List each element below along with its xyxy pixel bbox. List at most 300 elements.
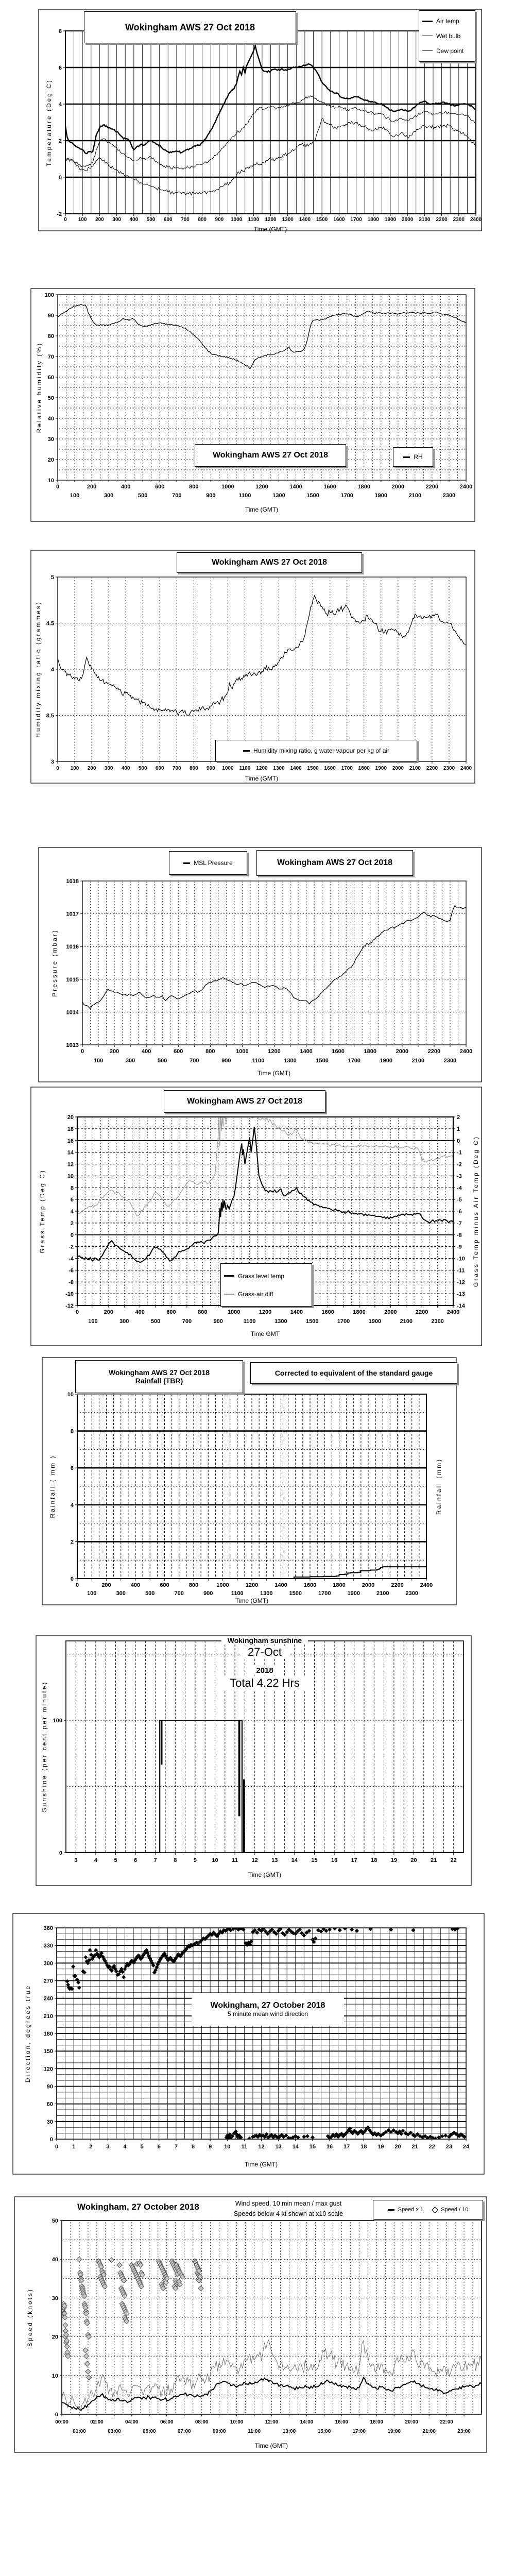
x-axis-label: Time (GMT) [245,506,279,513]
svg-text:20: 20 [394,2144,401,2150]
x-axis-label: Time (GMT) [244,2161,278,2168]
legend-box [373,2200,483,2219]
svg-text:2300: 2300 [442,493,456,499]
svg-text:18: 18 [360,2144,367,2150]
svg-text:2100: 2100 [400,1318,413,1325]
svg-text:0: 0 [64,217,67,223]
svg-text:1100: 1100 [243,1318,256,1325]
svg-text:1000: 1000 [227,1309,241,1315]
svg-text:-9: -9 [457,1244,462,1250]
svg-text:22: 22 [428,2144,435,2150]
svg-text:16: 16 [67,1138,74,1144]
svg-text:2000: 2000 [391,484,405,490]
svg-text:1800: 1800 [364,1048,376,1055]
svg-text:1300: 1300 [282,217,294,223]
svg-text:900: 900 [215,217,224,223]
svg-text:16:00: 16:00 [335,2419,349,2425]
svg-text:3: 3 [50,759,54,765]
svg-text:1600: 1600 [323,484,336,490]
svg-text:2400: 2400 [459,484,473,490]
svg-text:16: 16 [326,2144,333,2150]
svg-text:1700: 1700 [348,1058,360,1064]
svg-text:90: 90 [47,313,54,319]
svg-text:15: 15 [311,1857,318,1863]
svg-text:2400: 2400 [460,766,472,771]
line-sample-icon [183,862,190,864]
svg-text:500: 500 [138,766,147,771]
svg-text:300: 300 [104,493,114,499]
title-box: Wokingham, 27 October 2018 5 minute mean wind direction [192,1993,344,2026]
line-sample-icon [388,2209,394,2211]
svg-text:1600: 1600 [333,217,345,223]
svg-text:0: 0 [75,1309,79,1315]
chart-wind-direction [0,1910,515,2175]
svg-text:100: 100 [93,1058,104,1064]
svg-text:23:00: 23:00 [457,2429,471,2434]
svg-text:1500: 1500 [306,493,319,499]
svg-text:120: 120 [43,2066,53,2073]
svg-text:18:00: 18:00 [370,2419,384,2425]
title-box: Wokingham AWS 27 Oct 2018 [177,552,362,573]
svg-text:700: 700 [172,493,182,499]
chart-msl-pressure [0,846,515,1084]
line-sample-icon [224,1275,234,1277]
chart-rainfall [0,1356,515,1606]
svg-text:14:00: 14:00 [300,2419,314,2425]
svg-text:-10: -10 [457,1256,465,1262]
x-axis-label: Time (GMT) [245,775,279,782]
svg-text:60: 60 [46,2101,53,2108]
svg-text:-13: -13 [457,1291,465,1298]
svg-text:400: 400 [130,1582,141,1588]
y-axis-right-label: Rainfall (mm) [435,1458,442,1515]
svg-text:100: 100 [78,217,87,223]
msl-pressure-plot [0,846,515,1084]
svg-text:300: 300 [112,217,121,223]
y-axis-label: Pressure (mbar) [51,929,58,997]
svg-text:6: 6 [134,1857,138,1863]
svg-text:8: 8 [58,28,62,35]
legend-box [169,851,247,875]
svg-text:20: 20 [410,1857,417,1863]
svg-text:1100: 1100 [252,1058,265,1064]
svg-text:0: 0 [75,1582,79,1588]
chart-humidity-mixing-ratio [0,548,515,786]
svg-text:1200: 1200 [259,1309,272,1315]
wind-direction-plot [0,1910,515,2175]
legend-box [215,740,417,761]
svg-text:1300: 1300 [284,1058,297,1064]
svg-text:4: 4 [70,1502,74,1509]
svg-text:700: 700 [182,1318,192,1325]
svg-text:17:00: 17:00 [352,2429,366,2434]
x-axis-label: Time (GMT) [248,1871,282,1878]
svg-text:17: 17 [351,1857,357,1863]
svg-text:300: 300 [119,1318,129,1325]
y-axis-label: Grass Temp (Deg C) [39,1169,46,1253]
svg-text:1600: 1600 [332,1048,345,1055]
svg-text:2200: 2200 [425,484,439,490]
svg-text:900: 900 [203,1590,213,1597]
svg-text:16: 16 [331,1857,338,1863]
svg-text:50: 50 [52,2218,58,2224]
svg-text:600: 600 [166,1309,176,1315]
x-axis-label: Time (GMT) [235,1597,269,1604]
svg-text:1700: 1700 [350,217,362,223]
svg-text:-7: -7 [457,1220,462,1227]
svg-text:330: 330 [43,1943,53,1950]
svg-text:1016: 1016 [66,944,79,951]
svg-text:11:00: 11:00 [248,2429,261,2434]
svg-text:2200: 2200 [391,1582,404,1588]
svg-text:0: 0 [70,1576,74,1582]
svg-text:18: 18 [67,1126,74,1132]
svg-text:1400: 1400 [289,484,302,490]
svg-text:100: 100 [53,1718,62,1724]
svg-text:-3: -3 [457,1173,462,1180]
svg-text:1014: 1014 [66,1009,79,1016]
svg-text:1200: 1200 [245,1582,259,1588]
svg-text:1600: 1600 [321,1309,334,1315]
svg-text:1300: 1300 [273,766,285,771]
svg-text:6: 6 [157,2144,161,2150]
svg-text:300: 300 [125,1058,135,1064]
svg-text:1: 1 [72,2144,76,2150]
svg-text:600: 600 [160,1582,169,1588]
legend-item: Grass level temp [224,1273,284,1280]
svg-text:05:00: 05:00 [143,2429,156,2434]
svg-text:13: 13 [271,1857,278,1863]
svg-text:500: 500 [145,1590,155,1597]
svg-text:15: 15 [309,2144,316,2150]
y-axis-label: Sunshine (per cent per minute) [41,1681,48,1812]
svg-text:100: 100 [44,292,54,298]
svg-text:8: 8 [174,1857,177,1863]
svg-text:11: 11 [232,1857,238,1863]
note-line-1: Wind speed, 10 min mean / max gust [235,2200,342,2207]
y-axis-label: Temperature (Deg C) [45,79,53,166]
chart-wind-speed [0,2182,515,2454]
svg-text:10: 10 [47,478,54,484]
svg-text:1400: 1400 [300,1048,313,1055]
svg-text:2400: 2400 [420,1582,433,1588]
svg-text:21: 21 [430,1857,437,1863]
svg-text:12:00: 12:00 [265,2419,279,2425]
svg-text:1500: 1500 [307,766,319,771]
svg-text:0: 0 [457,1138,460,1144]
svg-text:60: 60 [47,375,54,381]
svg-text:-12: -12 [457,1279,465,1286]
svg-text:11: 11 [241,2144,248,2150]
diamond-sample-icon [432,2207,438,2213]
legend-item: Humidity mixing ratio, g water vapour per kg of air [243,747,389,754]
svg-text:6: 6 [70,1465,74,1472]
svg-text:200: 200 [95,217,104,223]
svg-text:500: 500 [158,1058,167,1064]
y-axis-label: Relative humidity (%) [36,342,43,433]
svg-text:09:00: 09:00 [212,2429,226,2434]
svg-text:20: 20 [47,457,54,463]
svg-text:1000: 1000 [222,766,234,771]
svg-text:-2: -2 [457,1161,462,1168]
line-sample-icon [243,750,250,752]
svg-text:1000: 1000 [216,1582,229,1588]
svg-text:1900: 1900 [374,493,388,499]
svg-text:200: 200 [87,484,97,490]
svg-text:10: 10 [67,1173,74,1180]
svg-text:2200: 2200 [427,1048,441,1055]
y-axis-label: Humidity mixing ratio (grammes) [35,601,42,738]
svg-text:2300: 2300 [405,1590,418,1597]
svg-text:-8: -8 [68,1279,74,1286]
relative-humidity-plot [0,286,515,527]
svg-text:50: 50 [47,395,54,401]
svg-text:2: 2 [70,1220,74,1227]
svg-text:2300: 2300 [453,217,465,223]
svg-text:-6: -6 [457,1209,462,1215]
svg-text:1900: 1900 [375,766,387,771]
svg-text:15:00: 15:00 [317,2429,331,2434]
svg-text:100: 100 [70,493,80,499]
svg-text:1500: 1500 [289,1590,302,1597]
svg-text:2100: 2100 [411,1058,425,1064]
chart-title: Wokingham AWS 27 Oct 2018 [125,22,255,32]
svg-text:40: 40 [52,2257,58,2263]
svg-text:12: 12 [251,1857,258,1863]
svg-text:1000: 1000 [221,484,234,490]
svg-text:400: 400 [129,217,139,223]
title-box: Wokingham AWS 27 Oct 2018 [164,1090,325,1113]
svg-text:900: 900 [206,493,216,499]
svg-text:0: 0 [49,2137,53,2143]
title-box: Wokingham AWS 27 Oct 2018 [256,850,413,876]
svg-text:1800: 1800 [367,217,379,223]
svg-text:17: 17 [344,2144,350,2150]
svg-text:1800: 1800 [357,484,370,490]
svg-text:-4: -4 [457,1185,462,1192]
svg-text:2200: 2200 [426,766,438,771]
svg-text:0: 0 [80,1048,84,1055]
svg-text:08:00: 08:00 [195,2419,209,2425]
title-box: Wokingham AWS 27 Oct 2018 Rainfall (TBR) [75,1360,243,1393]
legend-box [220,1263,312,1307]
svg-text:200: 200 [109,1048,119,1055]
svg-text:1600: 1600 [324,766,336,771]
svg-text:10: 10 [212,1857,218,1863]
svg-text:19: 19 [377,2144,384,2150]
line-sample-icon [422,21,433,22]
svg-text:-2: -2 [57,211,62,217]
sunshine-date: 27-Oct [241,1646,289,1659]
svg-text:900: 900 [213,1318,223,1325]
svg-text:800: 800 [189,766,198,771]
svg-text:23: 23 [445,2144,452,2150]
svg-text:12: 12 [258,2144,265,2150]
svg-text:100: 100 [88,1318,98,1325]
svg-text:8: 8 [191,2144,195,2150]
svg-text:3: 3 [74,1857,78,1863]
svg-text:5: 5 [140,2144,144,2150]
svg-text:1200: 1200 [255,484,268,490]
svg-text:270: 270 [43,1978,53,1985]
sunshine-total: Total 4.22 Hrs [222,1676,307,1690]
svg-text:700: 700 [181,217,190,223]
svg-text:-2: -2 [68,1244,74,1250]
svg-text:0: 0 [56,766,59,771]
svg-text:01:00: 01:00 [73,2429,86,2434]
svg-text:4: 4 [70,1209,74,1215]
svg-text:1018: 1018 [66,878,79,885]
svg-text:-14: -14 [457,1303,465,1309]
svg-text:1700: 1700 [337,1318,350,1325]
legend-item: Speed / 10 [433,2207,468,2213]
svg-text:240: 240 [43,1995,53,2002]
legend-box [419,10,475,62]
svg-text:1500: 1500 [316,217,328,223]
svg-text:1800: 1800 [333,1582,346,1588]
svg-text:2000: 2000 [396,1048,409,1055]
svg-text:180: 180 [43,2031,53,2037]
svg-text:10: 10 [67,1392,74,1398]
svg-text:07:00: 07:00 [177,2429,191,2434]
svg-text:4: 4 [58,101,62,108]
svg-text:800: 800 [189,484,199,490]
svg-text:2100: 2100 [408,493,422,499]
grass-temperature-plot [0,1085,515,1349]
y-axis-label: Direction, degrees true [24,1984,31,2083]
svg-text:600: 600 [163,217,173,223]
svg-text:00:00: 00:00 [55,2419,68,2425]
svg-text:500: 500 [146,217,156,223]
svg-text:-11: -11 [457,1267,465,1274]
legend-item: RH [403,453,422,461]
title-box [84,11,296,43]
line-sample-icon [403,456,410,458]
svg-text:22:00: 22:00 [440,2419,453,2425]
svg-text:1000: 1000 [230,217,243,223]
svg-text:22: 22 [450,1857,457,1863]
svg-text:6: 6 [70,1197,74,1204]
svg-text:90: 90 [46,2083,53,2090]
svg-text:10: 10 [224,2144,231,2150]
svg-text:1500: 1500 [316,1058,329,1064]
svg-text:210: 210 [43,2013,53,2020]
svg-text:70: 70 [47,354,54,360]
svg-text:600: 600 [155,766,164,771]
svg-text:2000: 2000 [362,1582,375,1588]
svg-text:1700: 1700 [340,493,353,499]
svg-text:5: 5 [114,1857,117,1863]
svg-text:1500: 1500 [306,1318,319,1325]
svg-text:06:00: 06:00 [160,2419,174,2425]
svg-text:-10: -10 [65,1291,74,1298]
svg-text:12: 12 [67,1161,74,1168]
svg-text:30: 30 [46,2119,53,2125]
svg-text:13: 13 [275,2144,282,2150]
note-box: Corrected to equivalent of the standard gauge [250,1362,457,1384]
svg-text:1400: 1400 [290,1309,303,1315]
svg-text:0: 0 [55,2412,58,2418]
svg-text:1800: 1800 [353,1309,366,1315]
svg-text:1700: 1700 [318,1590,331,1597]
svg-text:4: 4 [94,1857,97,1863]
svg-text:1400: 1400 [290,766,302,771]
svg-text:13:00: 13:00 [282,2429,296,2434]
svg-text:20:00: 20:00 [405,2419,418,2425]
legend-item: Speed x 1 [388,2207,424,2213]
svg-text:100: 100 [87,1590,97,1597]
svg-text:1200: 1200 [268,1048,281,1055]
svg-text:700: 700 [172,766,181,771]
svg-text:6: 6 [58,65,62,71]
chart-title: Wokingham, 27 October 2018 [77,2202,199,2212]
svg-text:14: 14 [292,2144,299,2150]
svg-text:2100: 2100 [409,766,421,771]
svg-text:2200: 2200 [436,217,448,223]
svg-text:1100: 1100 [239,766,251,771]
svg-text:24: 24 [462,2144,470,2150]
svg-text:1013: 1013 [66,1042,79,1048]
svg-text:21: 21 [411,2144,418,2150]
svg-text:-6: -6 [68,1267,74,1274]
svg-text:02:00: 02:00 [90,2419,104,2425]
svg-text:500: 500 [150,1318,161,1325]
svg-text:2100: 2100 [419,217,431,223]
legend-box [393,447,433,467]
svg-text:1100: 1100 [231,1590,244,1597]
svg-text:3: 3 [106,2144,110,2150]
svg-text:14: 14 [291,1857,298,1863]
svg-text:1700: 1700 [341,766,353,771]
svg-text:4: 4 [50,667,54,673]
svg-text:2000: 2000 [392,766,404,771]
svg-text:800: 800 [188,1582,199,1588]
legend-item: MSL Pressure [183,859,233,867]
svg-text:800: 800 [198,1309,208,1315]
svg-text:3.5: 3.5 [46,713,54,719]
svg-text:2: 2 [70,1539,74,1546]
svg-text:0: 0 [56,484,60,490]
chart-sunshine [0,1634,515,1888]
svg-text:2: 2 [58,138,62,144]
svg-text:0: 0 [58,175,62,181]
svg-text:2000: 2000 [384,1309,397,1315]
chart-relative-humidity [0,286,515,527]
svg-text:1600: 1600 [303,1582,317,1588]
svg-text:19:00: 19:00 [387,2429,401,2434]
svg-text:19: 19 [390,1857,398,1863]
svg-text:700: 700 [190,1058,199,1064]
wind-speed-plot [0,2182,515,2454]
svg-text:300: 300 [116,1590,126,1597]
svg-text:2000: 2000 [402,217,414,223]
svg-text:14: 14 [67,1149,74,1156]
y-axis-label: Speed (knots) [26,2288,33,2347]
svg-text:1900: 1900 [384,217,397,223]
svg-text:1300: 1300 [272,493,285,499]
x-axis-label: Time (GMT) [254,2442,288,2449]
svg-text:1300: 1300 [260,1590,273,1597]
svg-text:1015: 1015 [66,976,79,983]
svg-text:400: 400 [135,1309,145,1315]
svg-text:18: 18 [371,1857,377,1863]
svg-text:2400: 2400 [447,1309,460,1315]
legend-item: Dew point [422,47,464,55]
svg-text:2100: 2100 [376,1590,389,1597]
svg-text:1100: 1100 [238,493,251,499]
line-sample-icon [224,1294,234,1295]
svg-text:9: 9 [209,2144,212,2150]
